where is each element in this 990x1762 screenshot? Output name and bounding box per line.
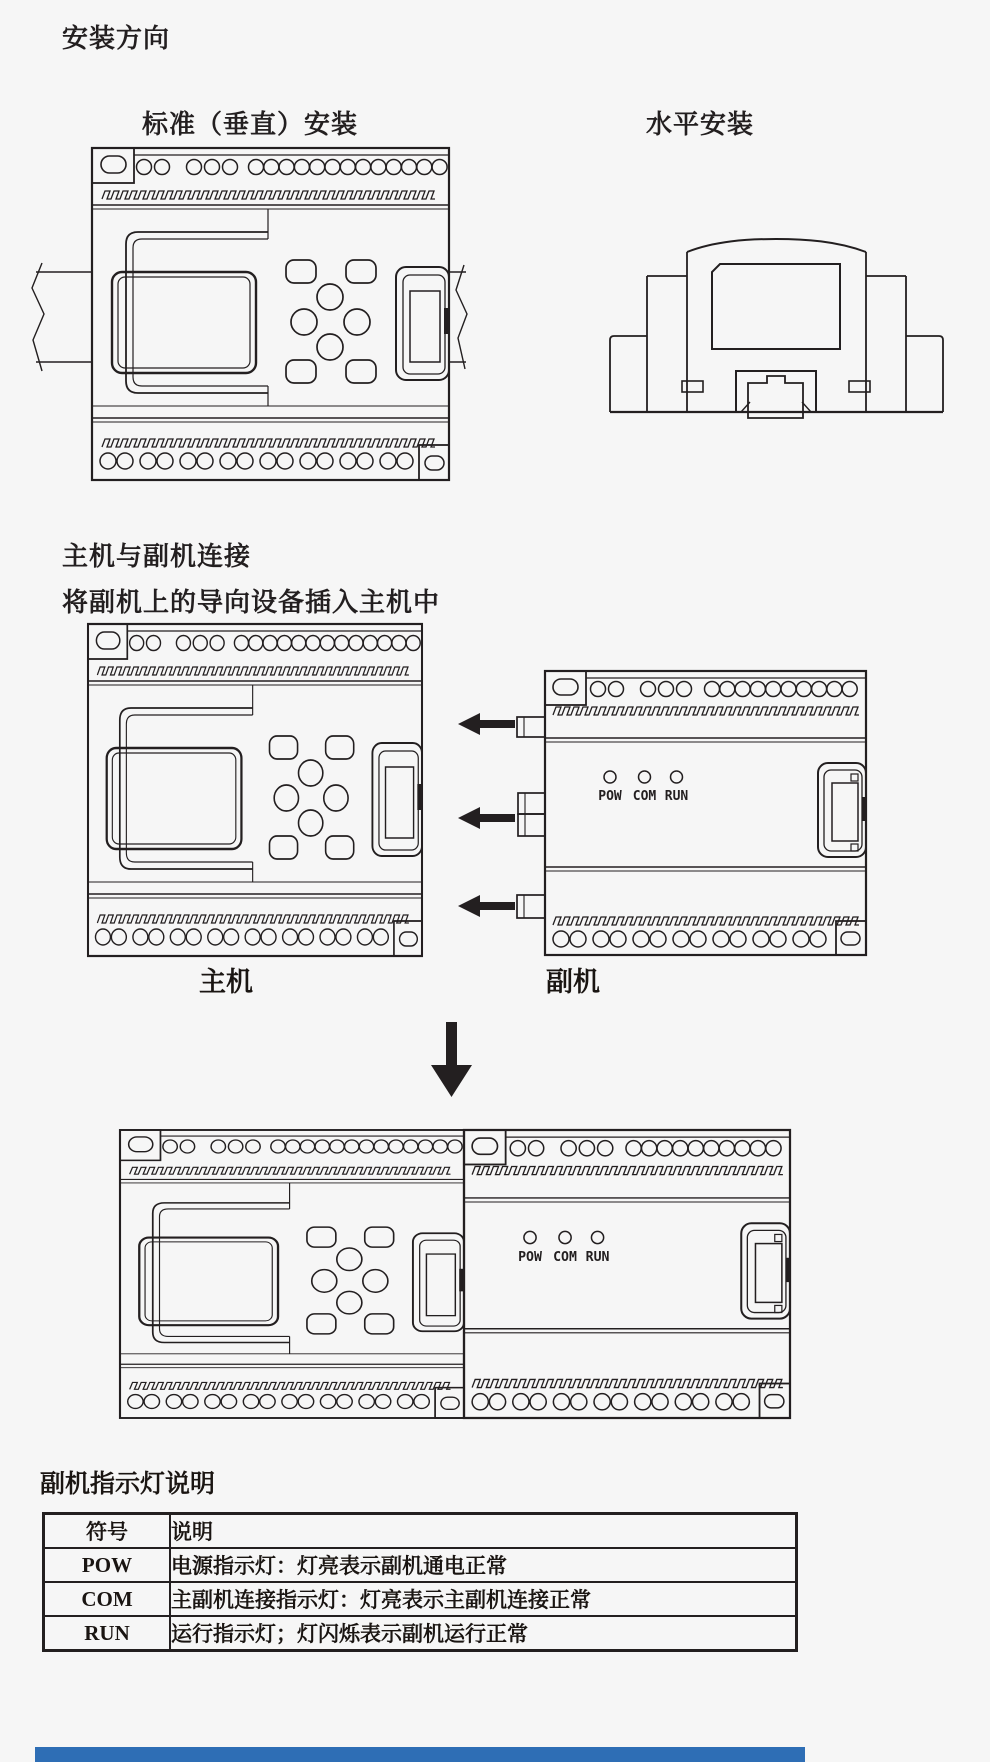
svg-text:POW: POW <box>518 1249 542 1265</box>
table-row <box>44 1582 797 1616</box>
table-row <box>44 1548 797 1582</box>
symbol-cell: RUN <box>44 1616 171 1651</box>
description-cell: 主副机连接指示灯：灯亮表示主副机连接正常 <box>170 1582 797 1616</box>
connection-heading: 主机与副机连接 <box>62 541 252 571</box>
next-section-accent-bar <box>35 1747 805 1762</box>
svg-text:POW: POW <box>598 789 622 804</box>
svg-text:COM: COM <box>632 789 657 804</box>
header-symbol-cell: 符号 <box>44 1514 171 1549</box>
combined-units-diagram <box>118 1128 798 1424</box>
combined-main-unit <box>120 1130 464 1418</box>
vertical-main-unit <box>92 148 449 480</box>
indicator-table-title: 副机指示灯说明 <box>40 1471 216 1498</box>
symbol-cell: POW <box>44 1548 171 1582</box>
table-header-row <box>44 1514 797 1549</box>
connection-instruction: 将副机上的导向设备插入主机中 <box>62 587 441 617</box>
svg-text:RUN: RUN <box>664 789 689 804</box>
insert-arrow-icon <box>458 807 515 829</box>
table-row <box>44 1616 797 1651</box>
description-cell: 电源指示灯：灯亮表示副机通电正常 <box>170 1548 797 1582</box>
down-arrow-icon <box>424 1022 482 1102</box>
vertical-install-label: 标准（垂直）安装 <box>141 109 358 139</box>
header-description-cell: 说明 <box>170 1514 797 1549</box>
insert-arrow-icon <box>458 713 515 735</box>
svg-text:RUN: RUN <box>585 1249 610 1265</box>
indicator-table <box>42 1512 798 1652</box>
insert-arrow-icon <box>458 895 515 917</box>
svg-text:COM: COM <box>553 1249 577 1265</box>
main-sub-connection-diagram <box>30 596 910 962</box>
page-title: 安装方向 <box>62 23 171 53</box>
combined-sub-unit <box>464 1130 790 1418</box>
symbol-cell: COM <box>44 1582 171 1616</box>
middle-sub-unit <box>517 671 866 955</box>
main-unit-label: 主机 <box>199 967 253 997</box>
description-cell: 运行指示灯；灯闪烁表示副机运行正常 <box>170 1616 797 1651</box>
sub-unit-label: 副机 <box>546 967 600 997</box>
horizontal-install-diagram <box>600 224 950 426</box>
middle-main-unit <box>88 624 422 956</box>
horizontal-install-label: 水平安装 <box>645 109 754 139</box>
vertical-install-diagram <box>28 146 480 486</box>
